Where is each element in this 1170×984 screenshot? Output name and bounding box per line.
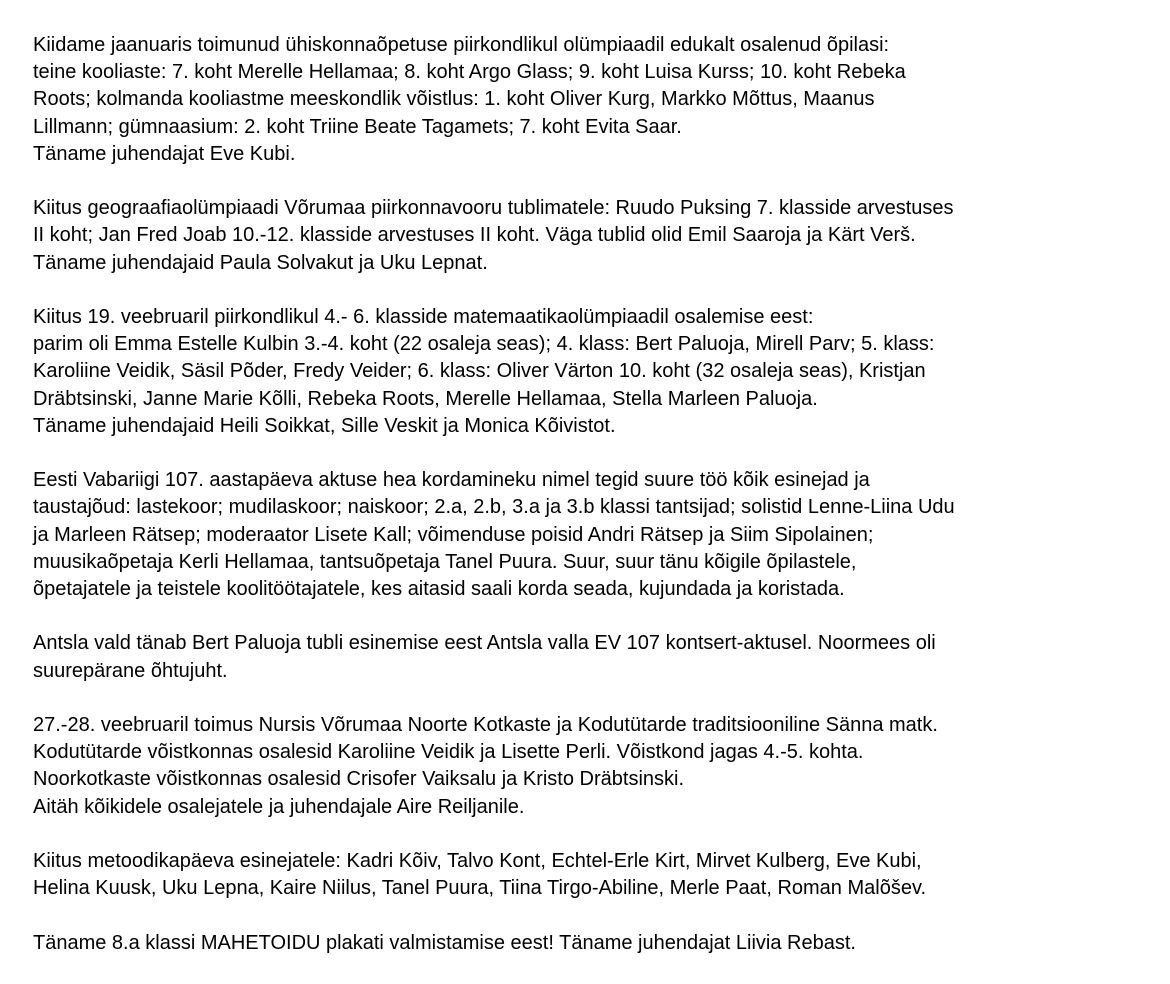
paragraph-organic-food-poster: [33, 930, 1158, 957]
text-line: Eesti Vabariigi 107. aastapäeva aktuse hea kordamineku nimel tegid suure töö kõik esinejad ja: [33, 469, 870, 492]
text-line: Täname 8.a klassi MAHETOIDU plakati valmistamise eest! Täname juhendajat Liivia Rebast.: [33, 931, 856, 954]
text-line: Noorkotkaste võistkonnas osalesid Crisofer Vaiksalu ja Kristo Dräbtsinski.: [33, 768, 685, 791]
paragraph-math-olympiad: [33, 304, 1158, 440]
text-line: suurepärane õhtujuht.: [33, 659, 228, 682]
text-line: Antsla vald tänab Bert Paluoja tubli esinemise eest Antsla valla EV 107 kontsert-aktusel. Noormees oli: [33, 632, 936, 655]
text-line: Lillmann; gümnaasium: 2. koht Triine Beate Tagamets; 7. koht Evita Saar.: [33, 115, 682, 138]
text-line: ja Marleen Rätsep; moderaator Lisete Kall; võimenduse poisid Andri Rätsep ja Siim Sipolainen;: [33, 523, 874, 546]
text-line: Dräbtsinski, Janne Marie Kõlli, Rebeka Roots, Merelle Hellamaa, Stella Marleen Paluoja.: [33, 387, 818, 410]
text-line: Kiitus metoodikapäeva esinejatele: Kadri Kõiv, Talvo Kont, Echtel-Erle Kirt, Mirvet Kulberg, Eve Kubi,: [33, 850, 922, 872]
text-line: Kiitus 19. veebruaril piirkondlikul 4.- 6. klasside matemaatikaolümpiaadil osalemise eest:: [33, 306, 814, 328]
text-line: parim oli Emma Estelle Kulbin 3.-4. koht (22 osaleja seas); 4. klass: Bert Paluoja, Mirell Parv; 5. klass:: [33, 333, 935, 356]
text-line: Kiitus geograafiaolümpiaadi Võrumaa piirkonnavooru tublimatele: Ruudo Puksing 7. klasside arvestuses: [33, 197, 954, 220]
document-body: [33, 32, 1158, 984]
text-line: muusikaõpetaja Kerli Hellamaa, tantsuõpetaja Tanel Puura. Suur, suur tänu kõigile õpilastele,: [33, 550, 857, 573]
paragraph-sanna-hike: [33, 712, 1158, 821]
paragraph-social-studies-olympiad: [33, 32, 1158, 168]
text-line: Täname juhendajat Eve Kubi.: [33, 142, 296, 165]
paragraph-methodology-day: [33, 848, 1158, 902]
text-line: Täname juhendajaid Heili Soikkat, Sille Veskit ja Monica Kõivistot.: [33, 414, 616, 437]
paragraph-antsla-parish-thanks: [33, 630, 1158, 684]
text-line: Roots; kolmanda kooliastme meeskondlik võistlus: 1. koht Oliver Kurg, Markko Mõttus, Maanus: [33, 88, 875, 111]
text-line: Aitäh kõikidele osalejatele ja juhendajale Aire Reiljanile.: [33, 795, 525, 818]
text-line: Kiidame jaanuaris toimunud ühiskonnaõpetuse piirkondlikul olümpiaadil edukalt osalenud õpilasi:: [33, 34, 890, 56]
text-line: taustajõud: lastekoor; mudilaskoor; naiskoor; 2.a, 2.b, 3.a ja 3.b klassi tantsijad; solistid Lenne-Liina Udu: [33, 496, 955, 519]
text-line: II koht; Jan Fred Joab 10.-12. klasside arvestuses II koht. Väga tublid olid Emil Saaroja ja Kärt Verš.: [33, 224, 916, 247]
text-line: Helina Kuusk, Uku Lepna, Kaire Niilus, Tanel Puura, Tiina Tirgo-Abiline, Merle Paat, Roman Malõšev.: [33, 877, 927, 900]
text-line: 27.-28. veebruaril toimus Nursis Võrumaa Noorte Kotkaste ja Kodutütarde traditsiooniline Sänna matk.: [33, 714, 938, 736]
paragraph-geography-olympiad: [33, 195, 1158, 277]
paragraph-independence-day-ceremony: [33, 467, 1158, 603]
text-line: Täname juhendajaid Paula Solvakut ja Uku Lepnat.: [33, 251, 488, 274]
text-line: Kodutütarde võistkonnas osalesid Karoliine Veidik ja Lisette Perli. Võistkond jagas 4.-5. kohta.: [33, 741, 864, 764]
text-line: teine kooliaste: 7. koht Merelle Hellamaa; 8. koht Argo Glass; 9. koht Luisa Kurss; 10. koht Rebeka: [33, 61, 906, 84]
text-line: Karoliine Veidik, Säsil Põder, Fredy Veider; 6. klass: Oliver Värton 10. koht (32 osaleja seas), Kristjan: [33, 360, 926, 383]
text-line: õpetajatele ja teistele koolitöötajatele, kes aitasid saali korda seada, kujundada ja koristada.: [33, 578, 845, 601]
